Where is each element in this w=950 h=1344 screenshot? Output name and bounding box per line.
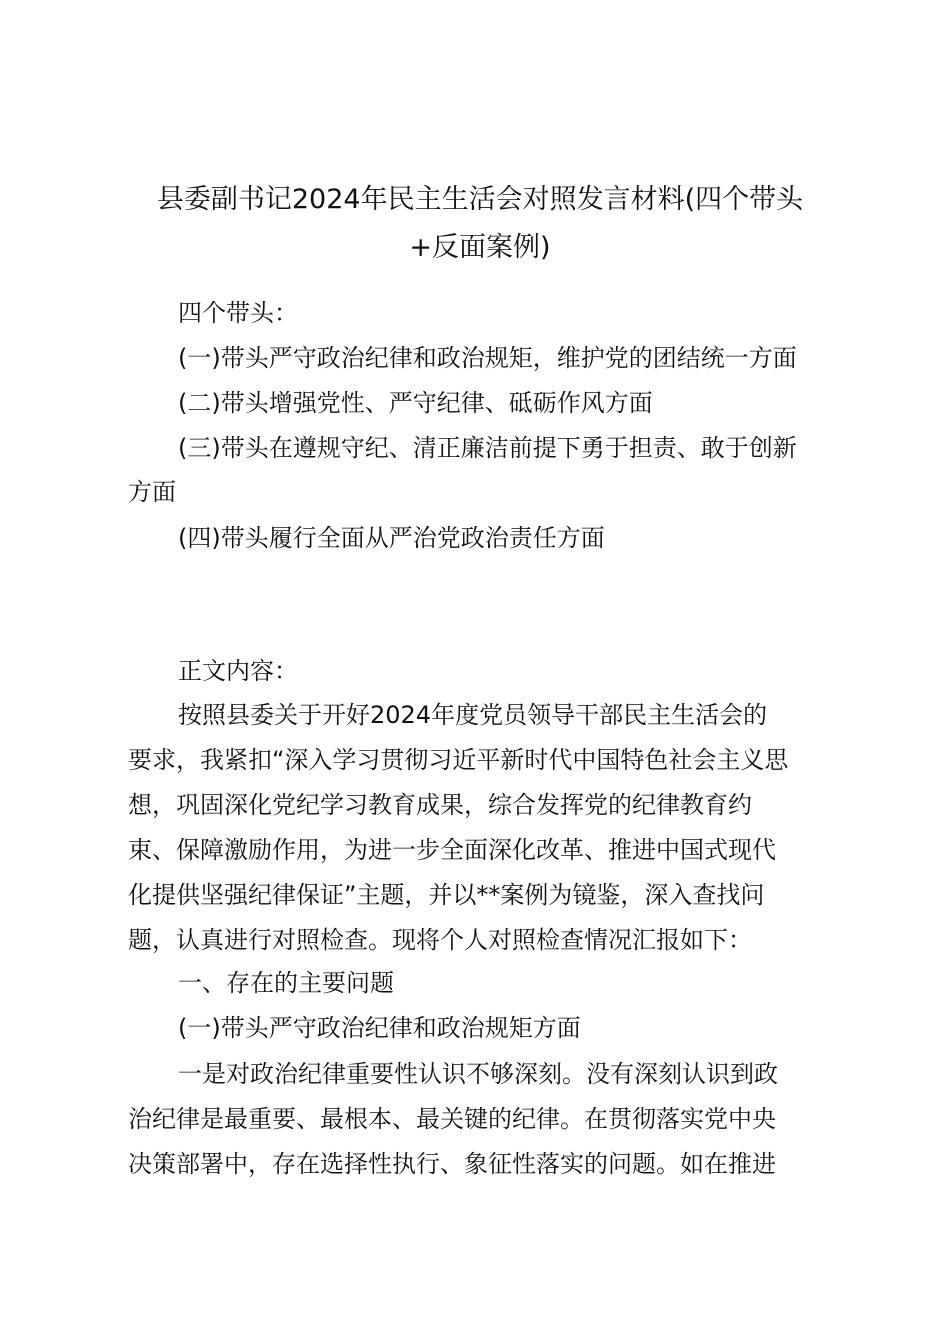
paragraph-line: 化提供坚强纪律保证”主题，并以**案例为镜鉴，深入查找问 xyxy=(128,881,765,909)
subsection-heading: (一)带头严守政治纪律和政治规矩方面 xyxy=(178,1014,581,1042)
paragraph-line: 想，巩固深化党纪学习教育成果，综合发挥党的纪律教育约 xyxy=(128,791,752,819)
body-heading: 正文内容： xyxy=(178,657,298,685)
paragraph-line: 题，认真进行对照检查。现将个人对照检查情况汇报如下： xyxy=(128,926,752,954)
paragraph-line: 按照县委关于开好2024年度党员领导干部民主生活会的 xyxy=(178,701,768,729)
four-leads-item-2: (二)带头增强党性、严守纪律、砥砺作风方面 xyxy=(178,389,653,417)
document-title-line-1: 县委副书记2024年民主生活会对照发言材料(四个带头 xyxy=(156,184,804,215)
document-title-line-2: +反面案例) xyxy=(409,232,551,263)
section-heading: 一、存在的主要问题 xyxy=(178,969,394,997)
four-leads-heading: 四个带头： xyxy=(178,299,298,327)
paragraph-line: 治纪律是最重要、最根本、最关键的纪律。在贯彻落实党中央 xyxy=(128,1105,776,1133)
four-leads-item-3-line-2: 方面 xyxy=(128,478,176,506)
paragraph-line: 一是对政治纪律重要性认识不够深刻。没有深刻认识到政 xyxy=(178,1060,778,1088)
four-leads-item-4: (四)带头履行全面从严治党政治责任方面 xyxy=(178,524,605,552)
four-leads-item-3-line-1: (三)带头在遵规守纪、清正廉洁前提下勇于担责、敢于创新 xyxy=(178,434,797,462)
paragraph-line: 束、保障激励作用，为进一步全面深化改革、推进中国式现代 xyxy=(128,836,776,864)
four-leads-item-1: (一)带头严守政治纪律和政治规矩，维护党的团结统一方面 xyxy=(178,344,797,372)
paragraph-line: 决策部署中，存在选择性执行、象征性落实的问题。如在推进 xyxy=(128,1150,776,1178)
paragraph-line: 要求，我紧扣“深入学习贯彻习近平新时代中国特色社会主义思 xyxy=(128,746,789,774)
